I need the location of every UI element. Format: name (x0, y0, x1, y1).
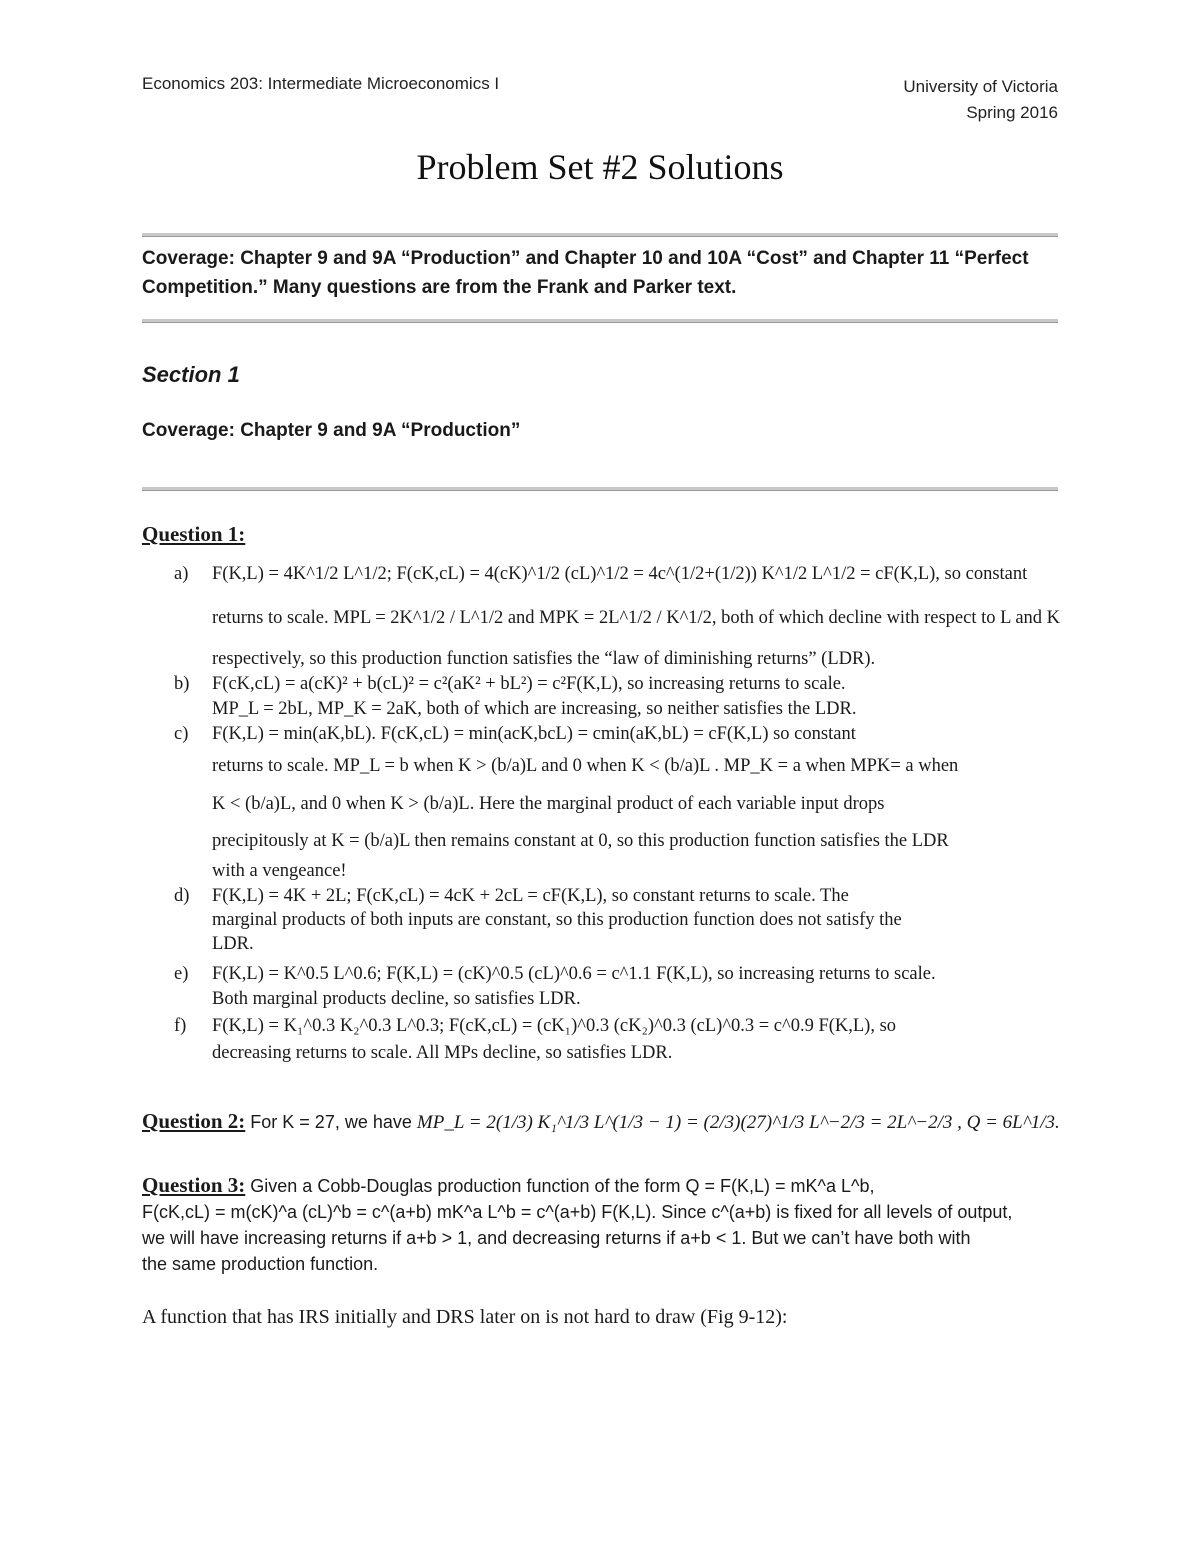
item-line: F(K,L) = K₁^0.3 K₂^0.3 L^0.3; F(cK,cL) = (cK₁)^0.3 (cK₂)^0.3 (cL)^0.3 = c^0.9 F(K,L), so (212, 1016, 897, 1036)
coverage-text: : Chapter 9 and 9A “Production” and Chapter 10 and 10A “Cost” and Chapter 11 “Perfect Competition.” Many questions are from the Frank and Parker text. (142, 248, 1029, 298)
q1-item-f (174, 1014, 1058, 1064)
question-3-heading: Question 3: (142, 1173, 246, 1197)
question-3 (142, 1172, 1062, 1199)
q1-item-b (174, 672, 1058, 722)
item-line: K < (b/a)L, and 0 when K > (b/a)L. Here the marginal product of each variable input drops (212, 794, 885, 814)
item-line: LDR. (212, 934, 254, 954)
question-1-heading: Question 1: (142, 522, 246, 546)
section-title: Section 1 (142, 362, 240, 387)
item-line: decreasing returns to scale. All MPs decline, so satisfies LDR. (212, 1043, 673, 1063)
page-title: Problem Set #2 Solutions (416, 147, 784, 187)
item-line: F(cK,cL) = a(cK)² + b(cL)² = c²(aK² + bL²) = c²F(K,L), so increasing returns to scale. (212, 674, 846, 694)
item-line: with a vengeance! (212, 861, 347, 881)
item-label: a) (174, 564, 189, 584)
question-3-line: F(cK,cL) = m(cK)^a (cL)^b = c^(a+b) mK^a L^b = c^(a+b) F(K,L). Since c^(a+b) is fixed for all levels of output, (142, 1202, 1013, 1222)
divider (142, 319, 1058, 323)
coverage-label: Coverage (142, 248, 229, 269)
coverage-label: Coverage (142, 420, 229, 441)
q1-item-e (174, 962, 1058, 1012)
question-3-line: we will have increasing returns if a+b > 1, and decreasing returns if a+b < 1. But we can’t have both with (142, 1228, 971, 1248)
section-coverage (142, 416, 1058, 445)
question-2 (142, 1108, 1062, 1136)
divider (142, 487, 1058, 491)
item-label: b) (174, 674, 190, 694)
question-2-equation: MP_L = 2(1/3) K₁^1/3 L^(1/3 − 1) = (2/3)(27)^1/3 L^−2/3 = 2L^−2/3 , Q = 6L^1/3. (416, 1112, 1060, 1133)
item-line: precipitously at K = (b/a)L then remains constant at 0, so this production function satisfies the LDR (212, 831, 949, 851)
item-label: c) (174, 724, 189, 744)
university-name: University of Victoria (903, 77, 1058, 96)
item-line: Both marginal products decline, so satisfies LDR. (212, 989, 581, 1009)
closing-sentence: A function that has IRS initially and DRS later on is not hard to draw (Fig 9-12): (142, 1306, 788, 1328)
coverage-text: : Chapter 9 and 9A “Production” (228, 420, 521, 441)
q1-item-c (174, 722, 1058, 882)
institution-block (903, 74, 1058, 126)
coverage-paragraph (142, 244, 1058, 302)
item-label: d) (174, 886, 190, 906)
question-2-text: For K = 27, we have (250, 1112, 412, 1132)
item-line: MP_L = 2bL, MP_K = 2aK, both of which are increasing, so neither satisfies the LDR. (212, 699, 857, 719)
item-line: returns to scale. MP_L = b when K > (b/a)L and 0 when K < (b/a)L . MP_K = a when MPK= a when (212, 756, 959, 776)
term: Spring 2016 (966, 103, 1058, 122)
q1-item-a (174, 562, 1061, 672)
item-line: F(K,L) = K^0.5 L^0.6; F(K,L) = (cK)^0.5 (cL)^0.6 = c^1.1 F(K,L), so increasing returns to scale. (212, 964, 936, 984)
question-3-line: the same production function. (142, 1254, 379, 1274)
item-label: e) (174, 964, 189, 984)
item-line: marginal products of both inputs are constant, so this production function does not satisfy the (212, 910, 902, 930)
question-2-heading: Question 2: (142, 1109, 246, 1133)
question-3-line: Given a Cobb-Douglas production function of the form Q = F(K,L) = mK^a L^b, (250, 1176, 875, 1196)
divider (142, 233, 1058, 237)
item-line: returns to scale. MPL = 2K^1/2 / L^1/2 and MPK = 2L^1/2 / K^1/2, both of which decline with respect to L and K (212, 608, 1061, 628)
item-line: F(K,L) = 4K + 2L; F(cK,cL) = 4cK + 2cL = cF(K,L), so constant returns to scale. The (212, 886, 849, 906)
item-label: f) (174, 1016, 187, 1036)
item-line: respectively, so this production function satisfies the “law of diminishing returns” (LDR). (212, 649, 876, 669)
item-line: F(K,L) = min(aK,bL). F(cK,cL) = min(acK,bcL) = cmin(aK,bL) = cF(K,L) so constant (212, 724, 856, 744)
q1-item-d (174, 884, 1058, 959)
course-name: Economics 203: Intermediate Microeconomics I (142, 74, 500, 93)
item-line: F(K,L) = 4K^1/2 L^1/2; F(cK,cL) = 4(cK)^1/2 (cL)^1/2 = 4c^(1/2+(1/2)) K^1/2 L^1/2 = cF(K,L), so constant (212, 564, 1028, 584)
